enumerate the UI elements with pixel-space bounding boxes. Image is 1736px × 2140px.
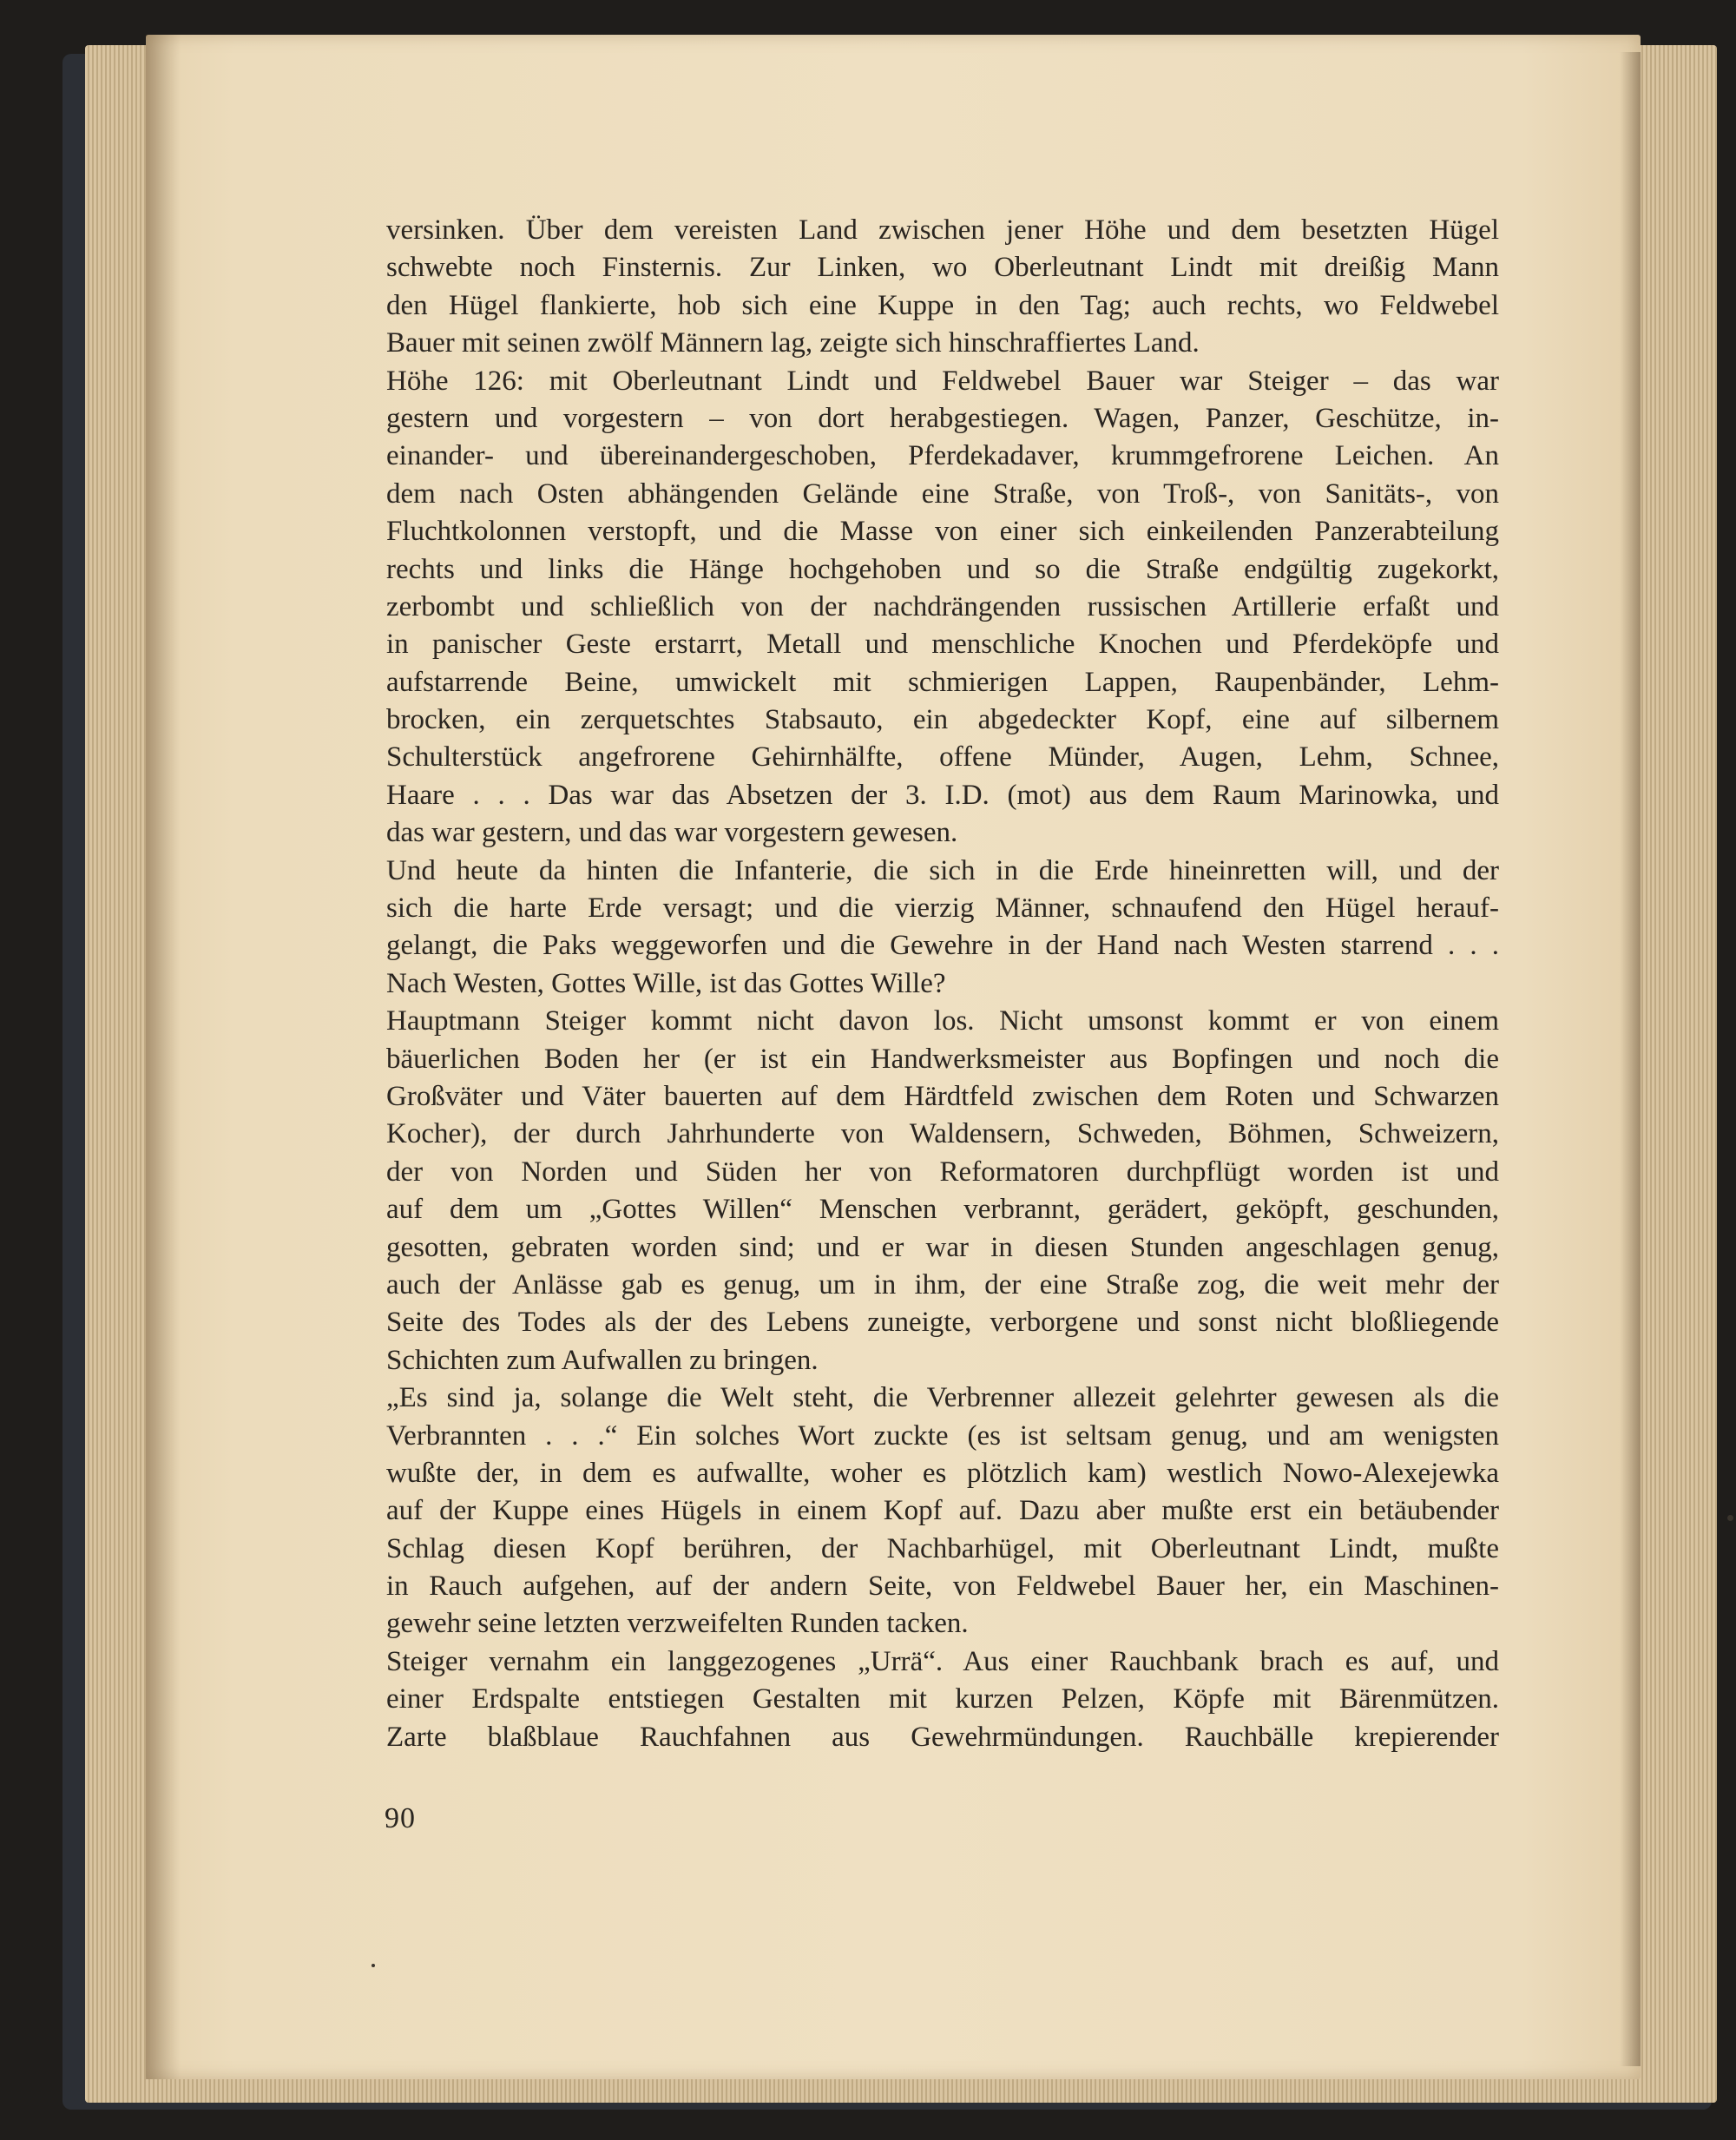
- text-line: das war gestern, und das war vorgestern gewesen.: [386, 817, 958, 849]
- text-line: Seite des Todes als der des Lebens zuneigte, verborgene und sonst nicht bloßliegende: [386, 1307, 1499, 1339]
- text-line: Steiger vernahm ein langgezogenes „Urrä“. Aus einer Rauchbank brach es auf, und: [386, 1645, 1499, 1677]
- text-line: gesotten, gebraten worden sind; und er war in diesen Stunden angeschlagen genug,: [386, 1231, 1499, 1263]
- text-line: sich die harte Erde versagt; und die vierzig Männer, schnaufend den Hügel herauf-: [386, 892, 1499, 925]
- text-line: der von Norden und Süden her von Reformatoren durchpflügt worden ist und: [386, 1156, 1499, 1188]
- ink-speck: [372, 1964, 375, 1967]
- text-line: Nach Westen, Gottes Wille, ist das Gottes Wille?: [386, 967, 946, 999]
- page-right-shade: [1620, 52, 1641, 2066]
- page-number: 90: [385, 1802, 416, 1834]
- text-line: Höhe 126: mit Oberleutnant Lindt und Feldwebel Bauer war Steiger – das war: [386, 365, 1499, 397]
- text-line: Und heute da hinten die Infanterie, die sich in die Erde hineinretten will, und der: [386, 854, 1499, 886]
- text-line: Schlag diesen Kopf berühren, der Nachbarhügel, mit Oberleutnant Lindt, mußte: [386, 1532, 1499, 1564]
- text-line: schwebte noch Finsternis. Zur Linken, wo Oberleutnant Lindt mit dreißig Mann: [386, 252, 1499, 284]
- text-line: Haare . . . Das war das Absetzen der 3. I.D. (mot) aus dem Raum Marinowka, und: [386, 779, 1499, 811]
- text-line: zerbombt und schließlich von der nachdrängenden russischen Artillerie erfaßt und: [386, 590, 1499, 622]
- text-line: Schulterstück angefrorene Gehirnhälfte, offene Münder, Augen, Lehm, Schnee,: [386, 741, 1499, 774]
- ink-speck: [1727, 1515, 1733, 1521]
- text-line: aufstarrende Beine, umwickelt mit schmierigen Lappen, Raupenbänder, Lehm-: [386, 666, 1499, 698]
- gutter-shadow: [146, 35, 181, 2079]
- text-line: in panischer Geste erstarrt, Metall und menschliche Knochen und Pferdeköpfe und: [386, 629, 1499, 661]
- text-line: wußte der, in dem es aufwallte, woher es plötzlich kam) westlich Nowo-Alexejewka: [386, 1457, 1499, 1489]
- text-line: in Rauch aufgehen, auf der andern Seite, von Feldwebel Bauer her, ein Maschinen-: [386, 1570, 1499, 1603]
- text-line: Kocher), der durch Jahrhunderte von Waldensern, Schweden, Böhmen, Schweizern,: [386, 1118, 1499, 1150]
- text-line: gewehr seine letzten verzweifelten Runden tacken.: [386, 1608, 969, 1640]
- text-line: Zarte blaßblaue Rauchfahnen aus Gewehrmündungen. Rauchbälle krepierender: [386, 1721, 1499, 1753]
- text-line: brocken, ein zerquetschtes Stabsauto, ein abgedeckter Kopf, eine auf silbernem: [386, 704, 1499, 736]
- text-line: Bauer mit seinen zwölf Männern lag, zeigte sich hinschraffiertes Land.: [386, 327, 1200, 359]
- text-line: „Es sind ja, solange die Welt steht, die Verbrenner allezeit gelehrter gewesen als die: [386, 1382, 1499, 1414]
- text-line: auf dem um „Gottes Willen“ Menschen verbrannt, gerädert, geköpft, geschunden,: [386, 1194, 1499, 1226]
- text-line: auch der Anlässe gab es genug, um in ihm, der eine Straße zog, die weit mehr der: [386, 1268, 1499, 1300]
- text-line: auf der Kuppe eines Hügels in einem Kopf auf. Dazu aber mußte erst ein betäubender: [386, 1495, 1499, 1527]
- text-line: Verbrannten . . .“ Ein solches Wort zuckte (es ist seltsam genug, und am wenigsten: [386, 1419, 1499, 1452]
- text-line: bäuerlichen Boden her (er ist ein Handwerksmeister aus Bopfingen und noch die: [386, 1043, 1499, 1075]
- text-line: versinken. Über dem vereisten Land zwischen jener Höhe und dem besetzten Hügel: [386, 214, 1499, 246]
- text-line: dem nach Osten abhängenden Gelände eine Straße, von Troß-, von Sanitäts-, von: [386, 477, 1499, 510]
- body-text: [386, 212, 1499, 1756]
- text-line: rechts und links die Hänge hochgehoben und so die Straße endgültig zugekorkt,: [386, 553, 1499, 585]
- text-line: Hauptmann Steiger kommt nicht davon los. Nicht umsonst kommt er von einem: [386, 1005, 1499, 1037]
- text-line: gelangt, die Paks weggeworfen und die Gewehre in der Hand nach Westen starrend . . .: [386, 930, 1499, 962]
- text-line: Großväter und Väter bauerten auf dem Härdtfeld zwischen dem Roten und Schwarzen: [386, 1080, 1499, 1112]
- text-line: einander- und übereinandergeschoben, Pferdekadaver, krummgefrorene Leichen. An: [386, 440, 1499, 472]
- text-line: den Hügel flankierte, hob sich eine Kuppe in den Tag; auch rechts, wo Feldwebel: [386, 289, 1499, 321]
- text-line: Fluchtkolonnen verstopft, und die Masse von einer sich einkeilenden Panzerabteilung: [386, 516, 1499, 548]
- text-line: einer Erdspalte entstiegen Gestalten mit kurzen Pelzen, Köpfe mit Bärenmützen.: [386, 1683, 1499, 1715]
- text-line: gestern und vorgestern – von dort herabgestiegen. Wagen, Panzer, Geschütze, in-: [386, 402, 1499, 434]
- text-line: Schichten zum Aufwallen zu bringen.: [386, 1344, 819, 1376]
